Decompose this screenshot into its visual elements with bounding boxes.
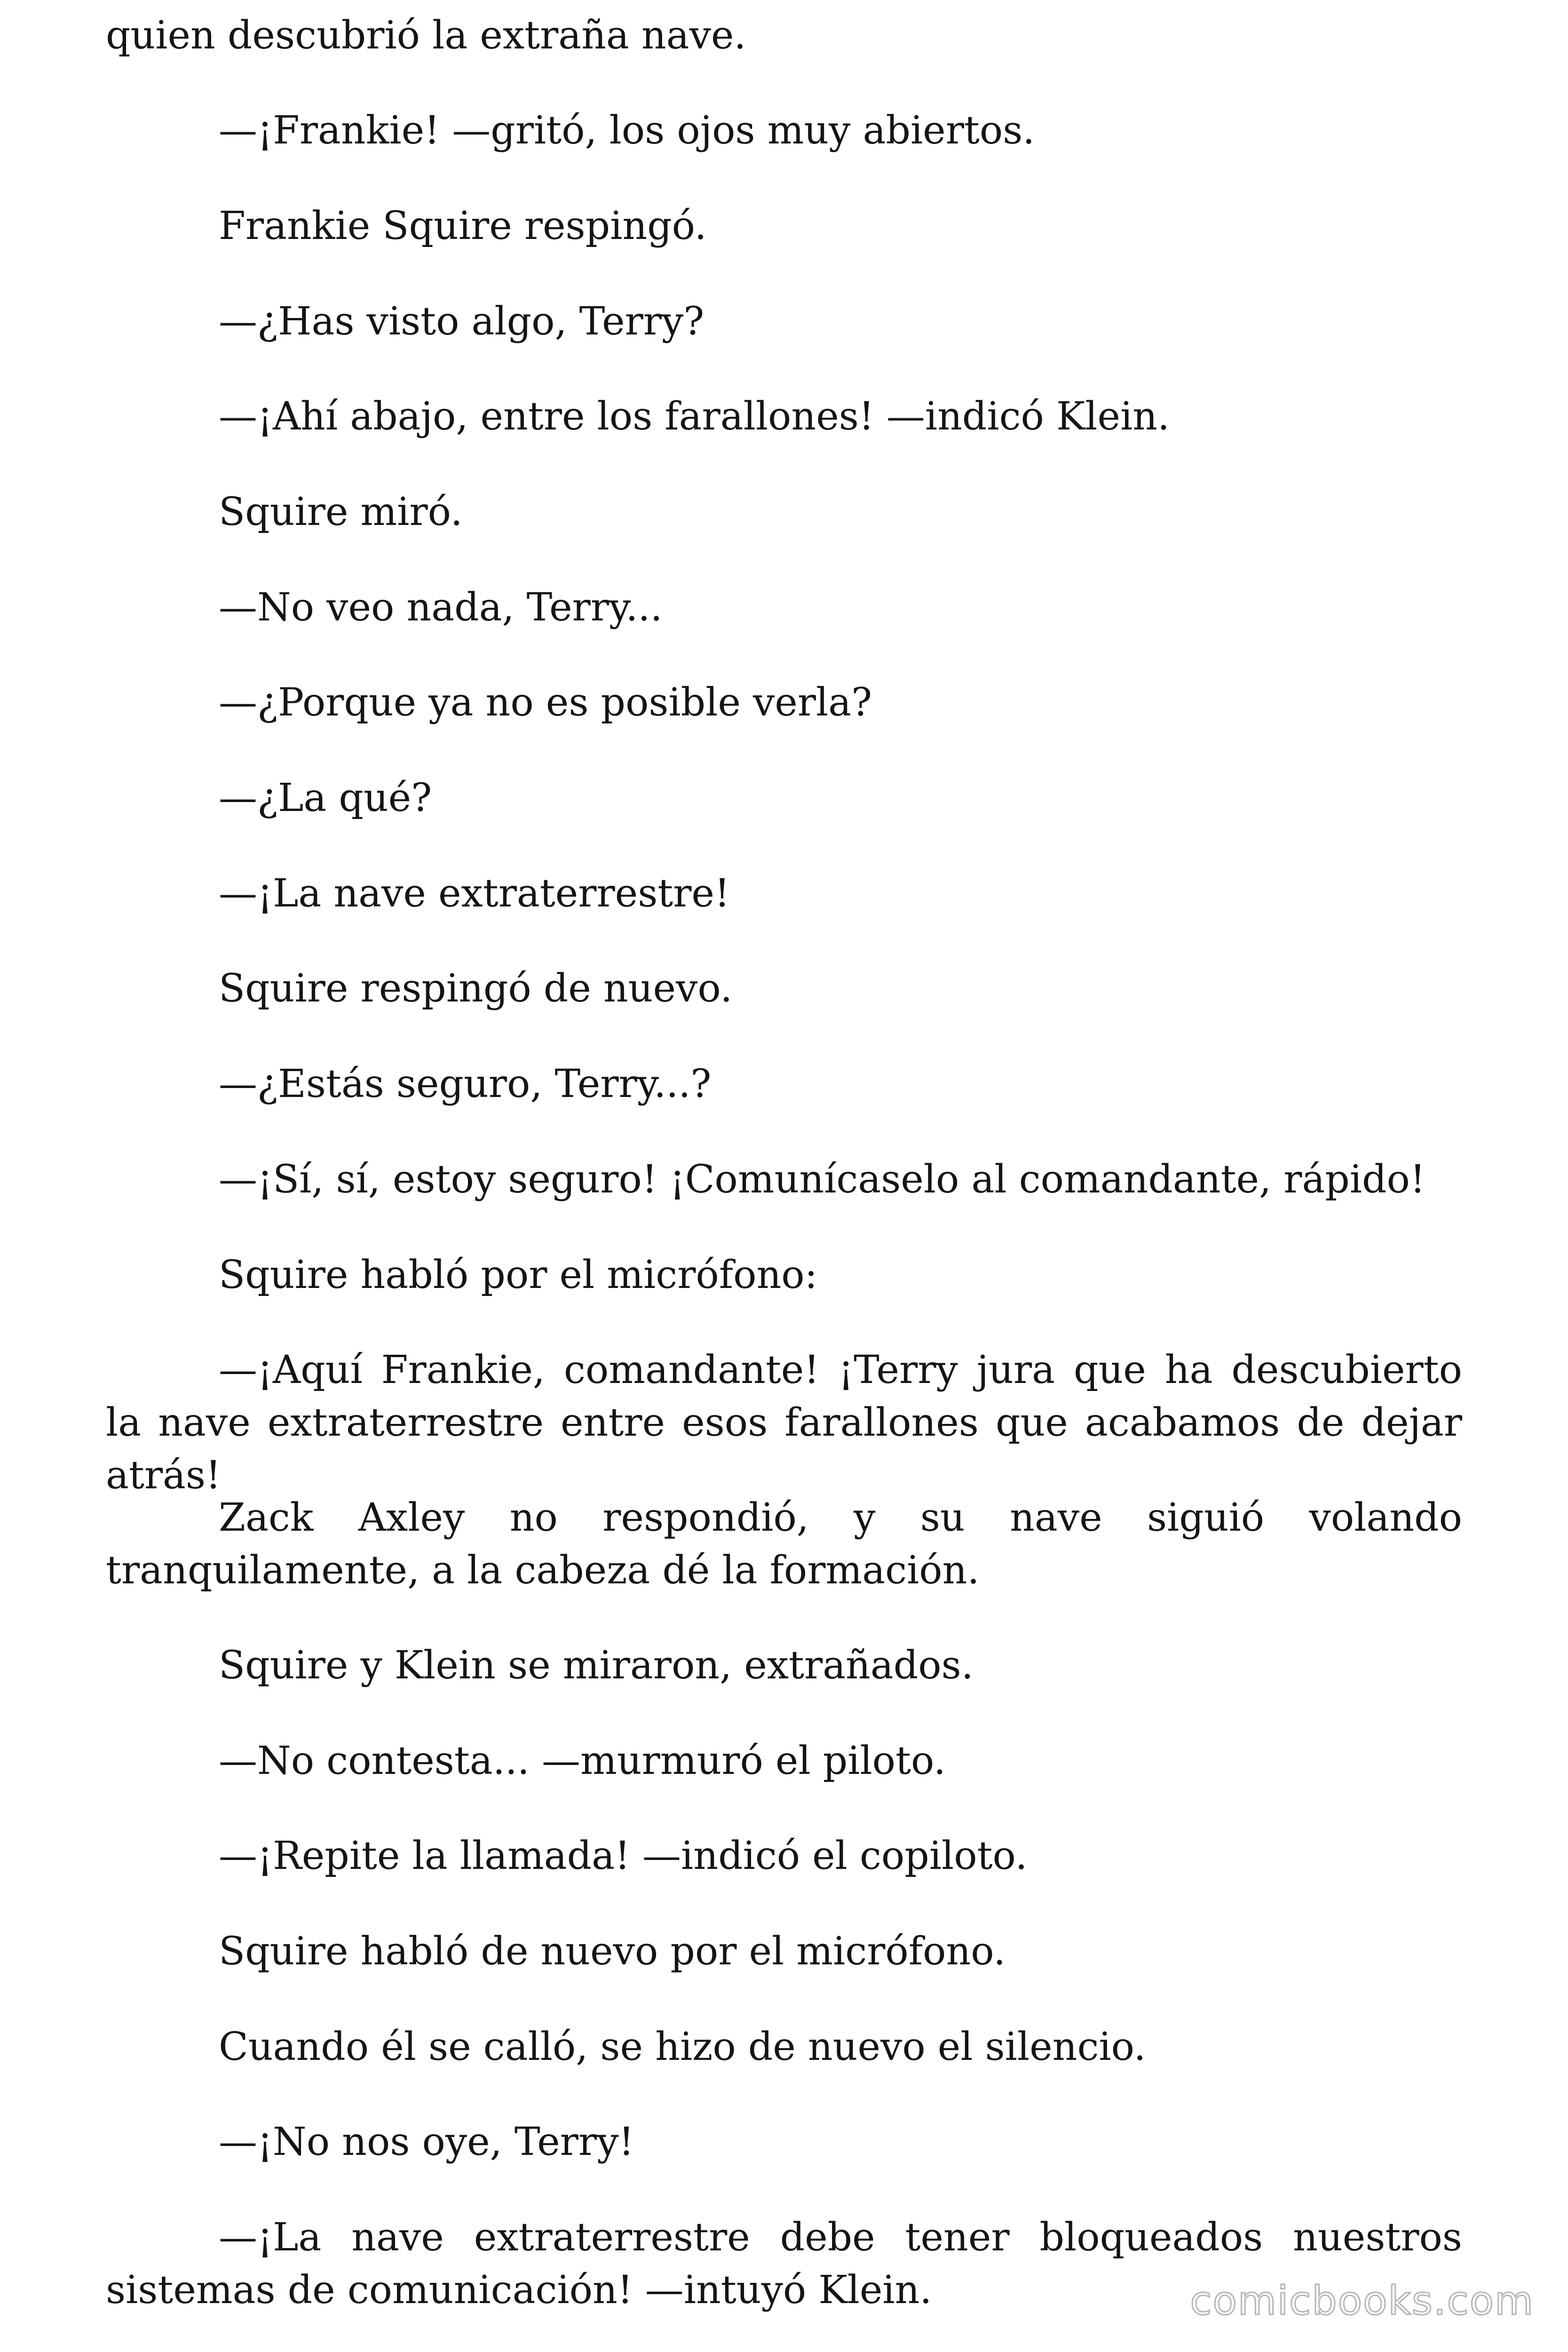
paragraph: —¿Porque ya no es posible verla?: [219, 680, 872, 725]
watermark-logo: comicbooks.com: [1190, 2278, 1534, 2324]
paragraph: Squire respingó de nuevo.: [219, 966, 733, 1011]
paragraph: —¿La qué?: [219, 776, 432, 820]
paragraph: quien descubrió la extraña nave.: [106, 13, 746, 58]
paragraph: —¡La nave extraterrestre debe tener bloqueados nuestros sistemas de comunicación! —intuyó Klein.: [106, 2215, 1462, 2312]
paragraph: Squire habló por el micrófono:: [219, 1253, 818, 1297]
paragraph: —¡Aquí Frankie, comandante! ¡Terry jura que ha descubierto la nave extraterrestre entre esos farallones que acabamos de dejar atrás!: [106, 1348, 1462, 1498]
paragraph: —No contesta... —murmuró el piloto.: [219, 1739, 946, 1783]
paragraph: Zack Axley no respondió, y su nave siguió volando tranquilamente, a la cabeza dé la formación.: [106, 1495, 1462, 1593]
paragraph: Squire miró.: [219, 490, 463, 534]
paragraph: —¡Ahí abajo, entre los farallones! —indicó Klein.: [219, 394, 1170, 439]
paragraph: —¿Estás seguro, Terry...?: [219, 1062, 712, 1106]
paragraph: —No veo nada, Terry...: [219, 585, 663, 630]
paragraph: Squire habló de nuevo por el micrófono.: [219, 1929, 1006, 1974]
paragraph: —¡No nos oye, Terry!: [219, 2120, 634, 2164]
paragraph: —¡Sí, sí, estoy seguro! ¡Comunícaselo al comandante, rápido!: [219, 1157, 1425, 1202]
paragraph: Cuando él se calló, se hizo de nuevo el silencio.: [219, 2025, 1146, 2069]
paragraph: —¡La nave extraterrestre!: [219, 871, 730, 916]
paragraph: —¿Has visto algo, Terry?: [219, 299, 705, 344]
paragraph: —¡Frankie! —gritó, los ojos muy abiertos.: [219, 108, 1035, 153]
paragraph: Frankie Squire respingó.: [219, 204, 707, 248]
paragraph: Squire y Klein se miraron, extrañados.: [219, 1643, 974, 1688]
paragraph: —¡Repite la llamada! —indicó el copiloto.: [219, 1834, 1028, 1878]
